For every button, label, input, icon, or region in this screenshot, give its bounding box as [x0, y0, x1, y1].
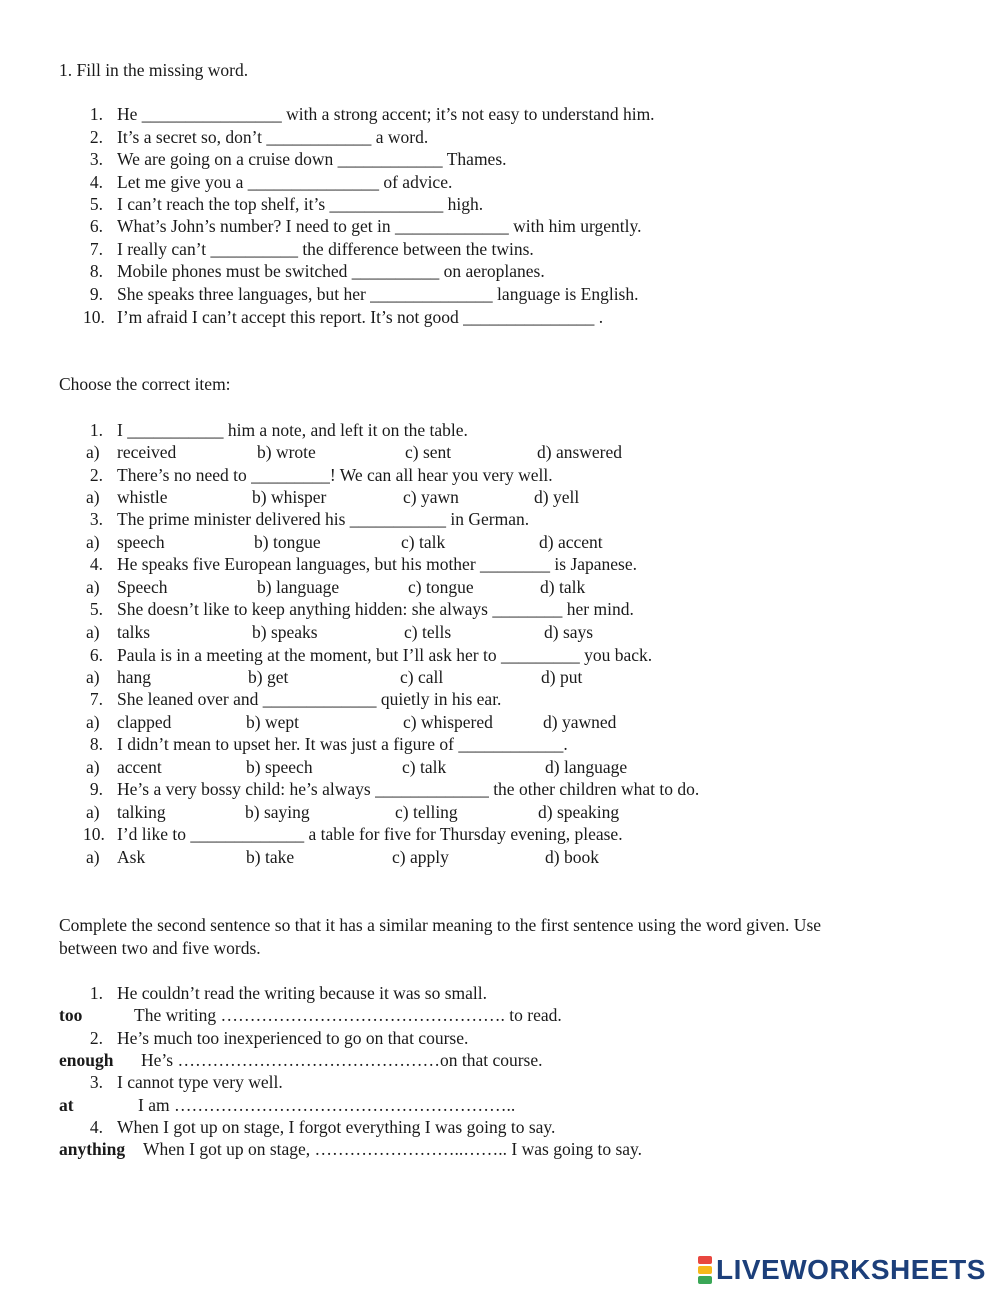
answer-sentence: He’s ………………………………………on that course. [141, 1050, 543, 1070]
question-text: He speaks five European languages, but his mother ________ is Japanese. [117, 554, 638, 574]
option-d: d) talk [540, 577, 586, 597]
original-sentence: I cannot type very well. [117, 1072, 283, 1092]
question-number: 7. [89, 689, 103, 709]
option-a: received [117, 442, 177, 462]
question-text: There’s no need to _________! We can all hear you very well. [117, 465, 553, 485]
option-c: c) call [400, 667, 444, 687]
option-a: accent [117, 757, 162, 777]
item-number: 2. [89, 1028, 103, 1048]
option-c: c) talk [401, 532, 446, 552]
list-item-number: 4. [89, 172, 103, 192]
question-text: I ___________ him a note, and left it on the table. [117, 420, 468, 440]
list-item-number: 6. [89, 216, 103, 236]
list-item-number: 3. [89, 149, 103, 169]
list-item-number: 2. [89, 127, 103, 147]
option-a: hang [117, 667, 152, 687]
logo-mark-icon [698, 1256, 712, 1284]
section2-title: Choose the correct item: [59, 374, 231, 394]
option-label-a: a) [86, 532, 100, 552]
section3-title-line2: between two and five words. [59, 938, 261, 958]
answer-sentence: I am ………………………………………………….. [138, 1095, 516, 1115]
list-item: He ________________ with a strong accent; it’s not easy to understand him. [117, 104, 655, 124]
original-sentence: He couldn’t read the writing because it was so small. [117, 983, 487, 1003]
question-text: He’s a very bossy child: he’s always _____________ the other children what to do. [117, 779, 700, 799]
answer-sentence: When I got up on stage, ……………………..…….. I was going to say. [143, 1139, 643, 1159]
question-number: 4. [89, 554, 103, 574]
logo-block [698, 1256, 712, 1264]
question-number: 1. [89, 420, 103, 440]
list-item-number: 7. [89, 239, 103, 259]
option-c: c) tells [404, 622, 452, 642]
option-c: c) telling [395, 802, 458, 822]
logo-block [698, 1266, 712, 1274]
option-d: d) speaking [538, 802, 620, 822]
option-d: d) says [544, 622, 594, 642]
question-number: 3. [89, 509, 103, 529]
list-item: I’m afraid I can’t accept this report. It’s not good _______________ . [117, 307, 604, 327]
list-item-number: 10. [83, 307, 105, 327]
option-b: b) wept [246, 712, 299, 732]
option-b: b) take [246, 847, 295, 867]
item-number: 4. [89, 1117, 103, 1137]
option-label-a: a) [86, 757, 100, 777]
option-d: d) yawned [543, 712, 617, 732]
section1-title: 1. Fill in the missing word. [59, 60, 249, 80]
list-item: Mobile phones must be switched __________ on aeroplanes. [117, 261, 545, 281]
option-label-a: a) [86, 577, 100, 597]
list-item-number: 5. [89, 194, 103, 214]
option-label-a: a) [86, 442, 100, 462]
logo-block [698, 1276, 712, 1284]
list-item: Let me give you a _______________ of advice. [117, 172, 453, 192]
option-c: c) yawn [403, 487, 459, 507]
keyword: too [59, 1005, 83, 1025]
option-b: b) language [257, 577, 340, 597]
list-item: We are going on a cruise down ____________ Thames. [117, 149, 507, 169]
question-text: The prime minister delivered his ___________ in German. [117, 509, 530, 529]
option-label-a: a) [86, 667, 100, 687]
keyword: enough [59, 1050, 114, 1070]
liveworksheets-logo [698, 1252, 986, 1288]
question-number: 9. [89, 779, 103, 799]
option-label-a: a) [86, 622, 100, 642]
original-sentence: He’s much too inexperienced to go on that course. [117, 1028, 469, 1048]
option-b: b) speaks [252, 622, 318, 642]
original-sentence: When I got up on stage, I forgot everything I was going to say. [117, 1117, 556, 1137]
question-text: She doesn’t like to keep anything hidden: she always ________ her mind. [117, 599, 634, 619]
option-d: d) yell [534, 487, 580, 507]
option-c: c) sent [405, 442, 452, 462]
option-c: c) tongue [408, 577, 474, 597]
option-d: d) language [545, 757, 628, 777]
list-item-number: 1. [89, 104, 103, 124]
option-label-a: a) [86, 847, 100, 867]
option-c: c) whispered [403, 712, 493, 732]
question-text: I’d like to _____________ a table for five for Thursday evening, please. [117, 824, 623, 844]
keyword: at [59, 1095, 74, 1115]
option-d: d) put [541, 667, 583, 687]
option-b: b) get [248, 667, 289, 687]
item-number: 3. [89, 1072, 103, 1092]
question-text: I didn’t mean to upset her. It was just a figure of ____________. [117, 734, 568, 754]
keyword: anything [59, 1139, 126, 1159]
option-d: d) answered [537, 442, 623, 462]
list-item: I can’t reach the top shelf, it’s _____________ high. [117, 194, 484, 214]
question-text: She leaned over and _____________ quietly in his ear. [117, 689, 502, 709]
question-number: 8. [89, 734, 103, 754]
option-a: whistle [117, 487, 168, 507]
option-d: d) book [545, 847, 599, 867]
list-item: I really can’t __________ the difference between the twins. [117, 239, 534, 259]
option-c: c) apply [392, 847, 449, 867]
list-item: She speaks three languages, but her ______________ language is English. [117, 284, 639, 304]
item-number: 1. [89, 983, 103, 1003]
list-item-number: 8. [89, 261, 103, 281]
question-number: 6. [89, 645, 103, 665]
option-label-a: a) [86, 487, 100, 507]
list-item-number: 9. [89, 284, 103, 304]
answer-sentence: The writing …………………………………………. to read. [134, 1005, 562, 1025]
list-item: It’s a secret so, don’t ____________ a word. [117, 127, 429, 147]
option-b: b) wrote [257, 442, 316, 462]
option-a: talks [117, 622, 151, 642]
option-label-a: a) [86, 712, 100, 732]
question-number: 10. [83, 824, 105, 844]
option-label-a: a) [86, 802, 100, 822]
option-a: Speech [117, 577, 168, 597]
option-b: b) whisper [252, 487, 327, 507]
option-b: b) speech [246, 757, 313, 777]
option-d: d) accent [539, 532, 603, 552]
option-a: clapped [117, 712, 172, 732]
option-a: speech [117, 532, 165, 552]
option-a: Ask [117, 847, 146, 867]
section3-title-line1: Complete the second sentence so that it has a similar meaning to the first sentence using the word given. Use [59, 915, 822, 935]
question-number: 5. [89, 599, 103, 619]
question-text: Paula is in a meeting at the moment, but I’ll ask her to _________ you back. [117, 645, 653, 665]
option-c: c) talk [402, 757, 447, 777]
option-b: b) saying [245, 802, 310, 822]
question-number: 2. [89, 465, 103, 485]
option-b: b) tongue [254, 532, 321, 552]
list-item: What’s John’s number? I need to get in _____________ with him urgently. [117, 216, 642, 236]
logo-text: LIVEWORKSHEETS [716, 1254, 986, 1285]
option-a: talking [117, 802, 166, 822]
